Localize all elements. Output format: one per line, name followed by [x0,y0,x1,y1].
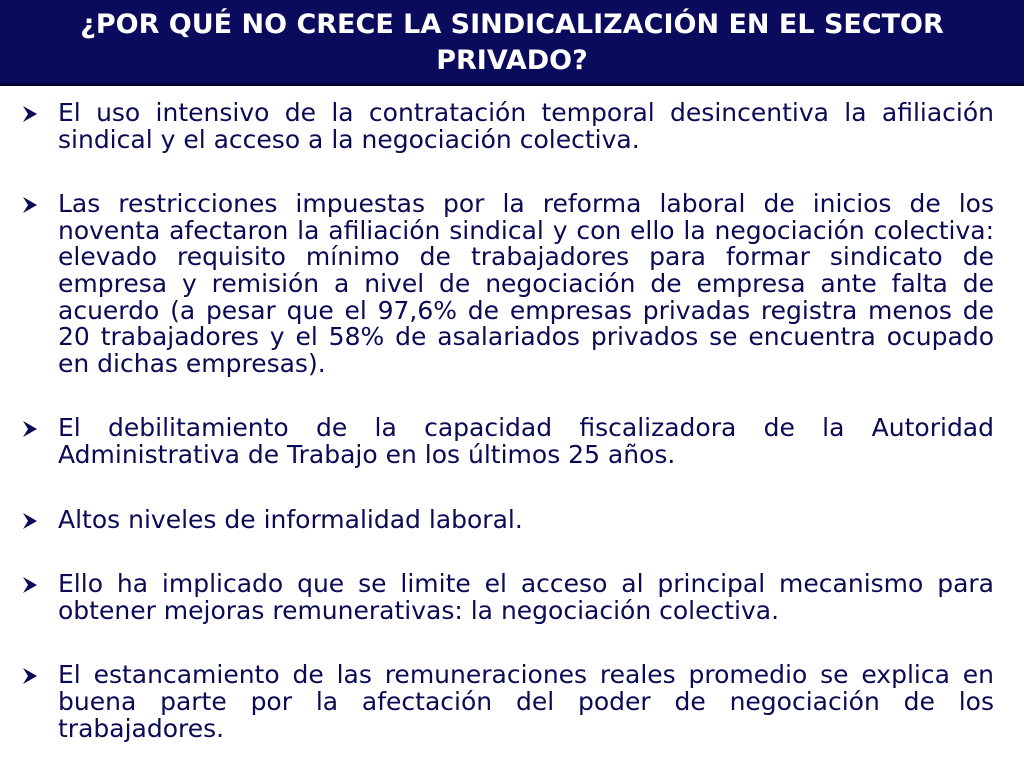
bullet-text: Las restricciones impuestas por la reforma laboral de inicios de los noventa afectaron la afiliación sindical y con ello la negociación colectiva: elevado requisito mínimo de trabajadores para formar sindicato de empresa y remisión a nivel de negociación de empresa ante falta de acuerdo (a pesar que el 97,6% de empresas privadas registra menos de 20 trabajadores y el 58% de asalariados privados se encuentra ocupado en dichas empresas). [58,189,994,378]
bullet-item [0,415,1024,468]
bullet-text: El debilitamiento de la capacidad fiscalizadora de la Autoridad Administrativa de Trabajo en los últimos 25 años. [58,413,994,469]
slide-title: ¿POR QUÉ NO CRECE LA SINDICALIZACIÓN EN EL SECTOR PRIVADO? [80,8,944,76]
arrowhead-bullet-icon [20,104,40,124]
bullet-item [0,191,1024,377]
bullet-item [0,504,1024,534]
bullet-text: Altos niveles de informalidad laboral. [58,504,523,534]
arrowhead-bullet-icon [20,666,40,686]
arrowhead-bullet-icon [20,195,40,215]
arrowhead-bullet-icon [20,511,40,531]
bullet-item [0,662,1024,742]
bullet-item [0,571,1024,624]
bullet-item [0,100,1024,153]
arrowhead-bullet-icon [20,575,40,595]
bullet-text: Ello ha implicado que se limite el acceso al principal mecanismo para obtener mejoras remunerativas: la negociación colectiva. [58,569,994,625]
bullet-text: El uso intensivo de la contratación temporal desincentiva la afiliación sindical y el acceso a la negociación colectiva. [58,98,994,154]
bullet-text: El estancamiento de las remuneraciones reales promedio se explica en buena parte por la afectación del poder de negociación de los trabajadores. [58,660,994,743]
title-bar [0,0,1024,86]
bullet-list [0,100,1024,780]
arrowhead-bullet-icon [20,419,40,439]
